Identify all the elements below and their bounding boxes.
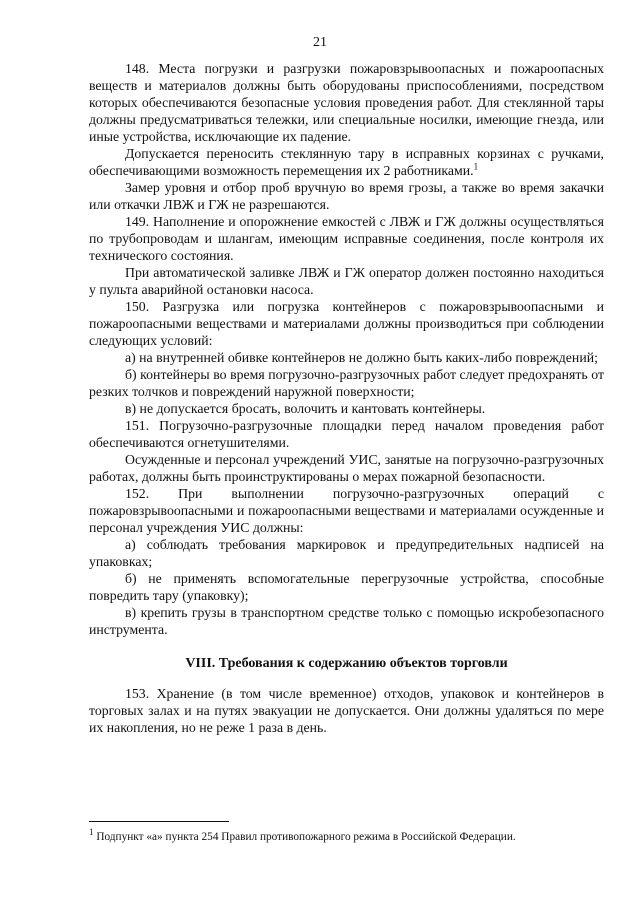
paragraph-level-measurement: Замер уровня и отбор проб вручную во время грозы, а также во время закачки или откачки ЛВЖ и ГЖ не разрешаются. [89, 180, 604, 212]
footnote-marker: 1 [89, 827, 94, 838]
paragraph-152: 152. При выполнении погрузочно-разгрузочных операций с пожаровзрывоопасными и пожароопасными веществами и материалами осужденные и персонал учреждения УИС должны: [89, 486, 604, 535]
footnote-reference: 1 [473, 161, 479, 172]
paragraph-151: 151. Погрузочно-разгрузочные площадки перед началом проведения работ обеспечиваются огнетушителями. [89, 418, 604, 450]
paragraph-automatic-filling: При автоматической заливке ЛВЖ и ГЖ оператор должен постоянно находиться у пульта аварийной остановки насоса. [89, 265, 604, 297]
paragraph-148: 148. Места погрузки и разгрузки пожаровзрывоопасных и пожароопасных веществ и материалов должны быть оборудованы приспособлениями, посредством которых обеспечиваются безопасные условия проведения работ. Для стеклянной тары должны предусматриваться тележки, или специальные носилки, имеющие гнезда, или иные устройства, исключающие их падение. [89, 61, 604, 144]
list-item-150a: а) на внутренней обивке контейнеров не должно быть каких-либо повреждений; [125, 350, 598, 365]
list-item-150b: б) контейнеры во время погрузочно-разгрузочных работ следует предохранять от резких толчков и повреждений наружной поверхности; [89, 367, 604, 399]
footnote [89, 827, 604, 844]
footnote-divider [89, 821, 229, 822]
list-item-152b: б) не применять вспомогательные перегрузочные устройства, способные повредить тару (упаковку); [89, 571, 604, 603]
document-body [89, 60, 604, 736]
paragraph-glass-containers [89, 145, 604, 179]
paragraph-end: . [470, 163, 474, 178]
list-item-152c: в) крепить грузы в транспортном средстве только с помощью искробезопасного инструмента. [89, 605, 604, 637]
list-item-150c: в) не допускается бросать, волочить и кантовать контейнеры. [125, 401, 486, 416]
page-number: 21 [313, 35, 327, 50]
paragraph-text: Допускается переносить стеклянную тару в исправных корзинах с ручками, обеспечивающими возможность перемещения их 2 работниками [89, 146, 604, 178]
section-heading: VIII. Требования к содержанию объектов торговли [185, 656, 508, 671]
footnote-text: Подпункт «а» пункта 254 Правил противопожарного режима в Российской Федерации. [93, 831, 516, 843]
paragraph-150: 150. Разгрузка или погрузка контейнеров с пожаровзрывоопасными и пожароопасными веществами и материалами должны производиться при соблюдении следующих условий: [89, 299, 604, 348]
paragraph-instruction: Осужденные и персонал учреждений УИС, занятые на погрузочно-разгрузочных работах, должны быть проинструктированы о мерах пожарной безопасности. [89, 452, 604, 484]
paragraph-153: 153. Хранение (в том числе временное) отходов, упаковок и контейнеров в торговых залах и на путях эвакуации не допускается. Они должны удаляться по мере их накопления, но не реже 1 раза в день. [89, 686, 604, 735]
paragraph-149: 149. Наполнение и опорожнение емкостей с ЛВЖ и ГЖ должны осуществляться по трубопроводам и шлангам, имеющим исправные соединения, после контроля их технического состояния. [89, 214, 604, 263]
list-item-152a: а) соблюдать требования маркировок и предупредительных надписей на упаковках; [89, 537, 604, 569]
